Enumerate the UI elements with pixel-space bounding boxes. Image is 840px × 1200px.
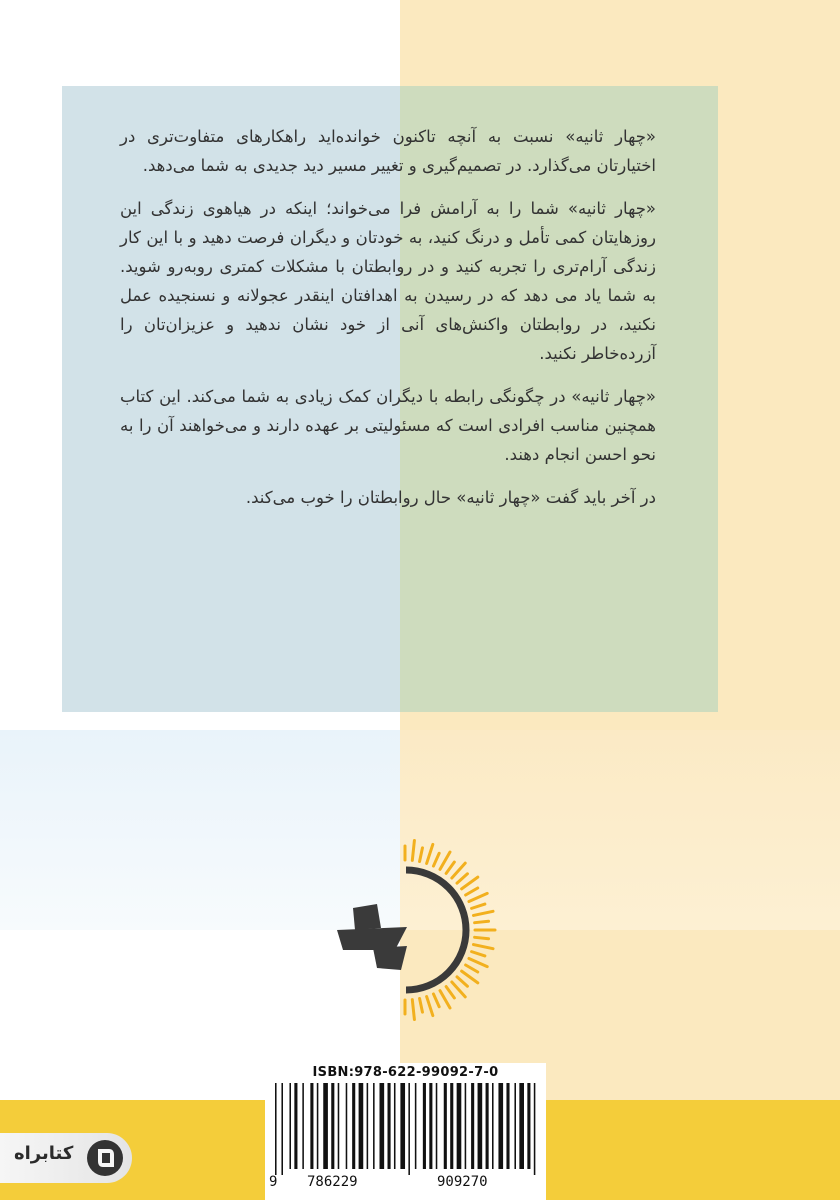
barcode-bar xyxy=(294,1083,297,1169)
sun-ray xyxy=(427,844,433,863)
logo-block xyxy=(353,904,381,930)
sun-ray xyxy=(466,888,478,895)
barcode-first-digit: 9 xyxy=(269,1174,278,1190)
barcode-bar xyxy=(400,1083,405,1169)
sun-ray xyxy=(475,921,489,922)
barcode-bar xyxy=(331,1083,334,1169)
publisher-logo-icon xyxy=(325,830,510,1025)
barcode-bar xyxy=(302,1083,304,1169)
sun-ray xyxy=(462,971,478,983)
barcode-bar xyxy=(514,1083,516,1169)
barcode-bar xyxy=(436,1083,438,1169)
sun-ray xyxy=(440,852,450,869)
sun-ray xyxy=(457,977,467,986)
description-text xyxy=(120,122,656,526)
paragraph-2: «چهار ثانیه» شما را به آرامش فرا می‌خواند؛ اینکه در هیاهوی زندگی این روزهایتان کمی تأمل و درنگ کنید، به خودتان و دیگران فرصت دهید و با این کار زندگی آرام‌تری را تجربه کنید و در روابطتان با مشکلات کمتری روبه‌رو شوید. به شما یاد می دهد که در رسیدن به اهدافتان اینقدر عجولانه و نسنجیده عمل نکنید، در روابطتان واکنش‌های آنی از خود نشان ندهید و عزیزان‌تان را آزرده‌خاطر نکنید. xyxy=(120,199,656,363)
paragraph-3: «چهار ثانیه» در چگونگی رابطه با دیگران کمک زیادی به شما می‌کند. این کتاب همچنین مناسب افرادی است که مسئولیتی بر عهده دارند و می‌خواهند آن را به نحو احسن انجام دهند. xyxy=(120,387,656,464)
barcode-bar xyxy=(534,1083,536,1175)
barcode-bar xyxy=(346,1083,348,1169)
barcode-bar xyxy=(478,1083,483,1169)
logo-block xyxy=(373,946,407,970)
barcode-bar xyxy=(450,1083,453,1169)
barcode-left-digits: 786229 xyxy=(307,1174,358,1190)
sun-ray xyxy=(433,853,439,866)
barcode-bar xyxy=(380,1083,385,1169)
sun-ray xyxy=(433,994,439,1007)
sun-ray xyxy=(472,952,485,956)
barcode-bar xyxy=(281,1083,283,1175)
barcode-bar xyxy=(506,1083,509,1169)
barcode-bar xyxy=(471,1083,474,1169)
sun-ray xyxy=(469,893,487,901)
barcode-bar xyxy=(310,1083,313,1169)
barcode-bar xyxy=(373,1083,375,1169)
isbn-number: ISBN:978-622-99092-7-0 xyxy=(312,1065,499,1080)
sun-ray xyxy=(412,1000,414,1020)
barcode-bar xyxy=(275,1083,277,1175)
sun-ray xyxy=(473,945,493,949)
ketabrah-label: کتابراه xyxy=(14,1143,74,1164)
barcode-bar xyxy=(465,1083,467,1169)
sun-ray xyxy=(427,997,433,1016)
barcode-bar xyxy=(423,1083,426,1169)
barcode-bar xyxy=(527,1083,530,1169)
isbn-barcode xyxy=(265,1063,546,1200)
sun-ray xyxy=(462,877,478,889)
barcode-bar xyxy=(457,1083,462,1169)
barcode-bar xyxy=(429,1083,432,1169)
sun-ray xyxy=(473,911,493,915)
barcode-bar xyxy=(415,1083,417,1169)
back-cover-text-panel xyxy=(62,86,718,712)
logo-block xyxy=(337,927,407,950)
sun-ray xyxy=(469,958,487,966)
sun-ray xyxy=(440,991,450,1008)
barcode-bar xyxy=(444,1083,447,1169)
ketabrah-logo-icon xyxy=(87,1140,123,1176)
sun-ray xyxy=(457,874,467,883)
sun-ray xyxy=(475,937,489,938)
barcode-bar xyxy=(498,1083,503,1169)
barcode-bar xyxy=(352,1083,355,1169)
barcode-bar xyxy=(492,1083,494,1169)
barcode-bar xyxy=(394,1083,396,1169)
barcode-right-digits: 909270 xyxy=(437,1174,488,1190)
barcode-bar xyxy=(338,1083,340,1169)
barcode-bar xyxy=(367,1083,369,1169)
barcode-bar xyxy=(359,1083,364,1169)
barcode-bar xyxy=(519,1083,524,1169)
sun-ray xyxy=(446,862,454,873)
sun-ray xyxy=(420,998,423,1012)
sun-ray xyxy=(466,965,478,972)
barcode-bar xyxy=(289,1083,291,1169)
barcode-bar xyxy=(486,1083,489,1169)
sun-ray xyxy=(472,904,485,908)
logo-arc xyxy=(406,870,466,990)
barcode-bar xyxy=(388,1083,391,1169)
barcode-bars xyxy=(273,1083,538,1175)
sun-ray xyxy=(420,848,423,862)
barcode-bar xyxy=(408,1083,410,1175)
paragraph-4: در آخر باید گفت «چهار ثانیه» حال روابطتان را خوب می‌کند. xyxy=(245,488,656,507)
sun-ray xyxy=(446,987,454,998)
barcode-bar xyxy=(323,1083,328,1169)
ketabrah-badge[interactable] xyxy=(0,1133,132,1183)
barcode-bar xyxy=(317,1083,319,1169)
paragraph-1: «چهار ثانیه» نسبت به آنچه تاکنون خوانده‌اید راهکارهای متفاوت‌تری در اختیارتان می‌گذارد. در تصمیم‌گیری و تغییر مسیر دید جدیدی به شما می‌دهد. xyxy=(120,127,656,175)
sun-ray xyxy=(412,840,414,860)
